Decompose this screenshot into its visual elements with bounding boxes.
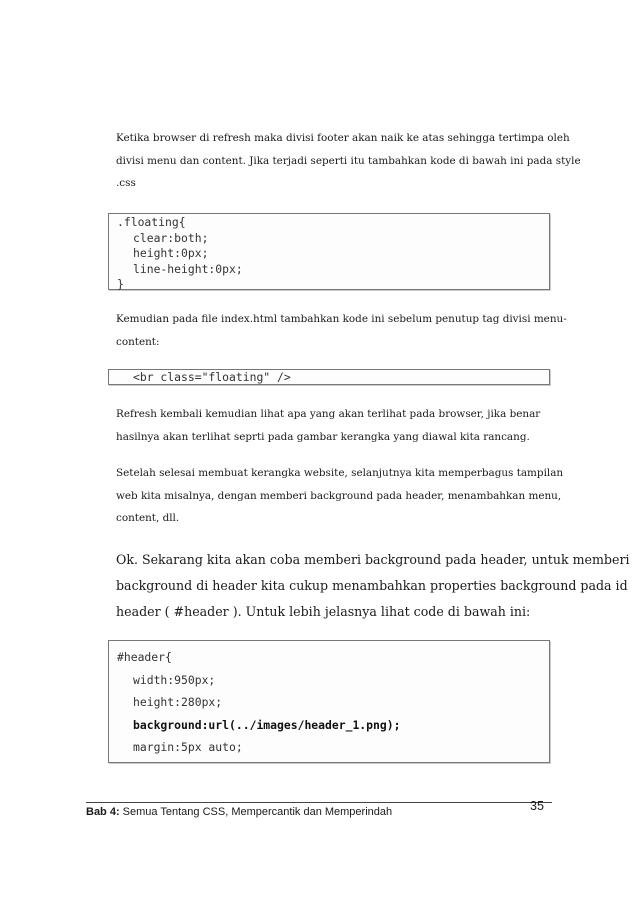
code-block-br-floating xyxy=(108,369,550,385)
text-line: Refresh kembali kemudian lihat apa yang akan terlihat pada browser, jika benar xyxy=(116,408,541,420)
text-line: Ketika browser di refresh maka divisi footer akan naik ke atas sehingga tertimpa oleh xyxy=(116,132,570,144)
text-line: web kita misalnya, dengan memberi background pada header, menambahkan menu, xyxy=(116,489,562,502)
text-line: background di header kita cukup menambahkan properties background pada id xyxy=(116,578,628,593)
footer-chapter-title: Semua Tentang CSS, Mempercantik dan Memperindah xyxy=(119,806,393,818)
code-line: #header{ xyxy=(117,650,172,664)
code-line: width:950px; xyxy=(133,672,216,687)
text-line: Kemudian pada file index.html tambahkan kode ini sebelum penutup tag divisi menu- xyxy=(116,313,567,325)
text-line: content, dll. xyxy=(116,512,180,524)
code-line: clear:both; xyxy=(133,230,209,245)
code-line: } xyxy=(117,277,124,291)
text-line: header ( #header ). Untuk lebih jelasnya lihat code di bawah ini: xyxy=(116,604,531,619)
text-line: divisi menu dan content. Jika terjadi seperti itu tambahkan kode di bawah ini pada style xyxy=(116,154,581,167)
code-line: .floating{ xyxy=(117,215,186,229)
code-line: line-height:0px; xyxy=(133,261,243,276)
text-line: Ok. Sekarang kita akan coba memberi background pada header, untuk memberi xyxy=(116,552,630,567)
code-block-floating-css xyxy=(108,213,550,290)
page-number: 35 xyxy=(530,799,544,813)
code-line: <br class="floating" /> xyxy=(133,370,291,384)
paragraph-index-html xyxy=(116,308,567,353)
code-line-highlighted: background:url(../images/header_1.png); xyxy=(133,717,401,732)
code-line: height:0px; xyxy=(133,246,209,260)
text-line: hasilnya akan terlihat seprti pada gambar kerangka yang diawal kita rancang. xyxy=(116,430,530,443)
footer-chapter-label: Bab 4: xyxy=(86,806,120,818)
footer-chapter xyxy=(86,806,392,818)
text-line: .css xyxy=(116,177,136,189)
text-line: content: xyxy=(116,335,160,348)
text-line: Setelah selesai membuat kerangka website, selanjutnya kita memperbagus tampilan xyxy=(116,467,564,479)
code-line: height:280px; xyxy=(133,695,223,709)
paragraph-header-background xyxy=(116,547,630,625)
paragraph-kerangka xyxy=(116,462,564,530)
paragraph-refresh xyxy=(116,403,550,448)
footer-divider xyxy=(86,802,552,803)
code-block-header-css xyxy=(108,640,550,763)
code-line: margin:5px auto; xyxy=(133,740,243,754)
paragraph-floating-intro xyxy=(116,127,581,195)
